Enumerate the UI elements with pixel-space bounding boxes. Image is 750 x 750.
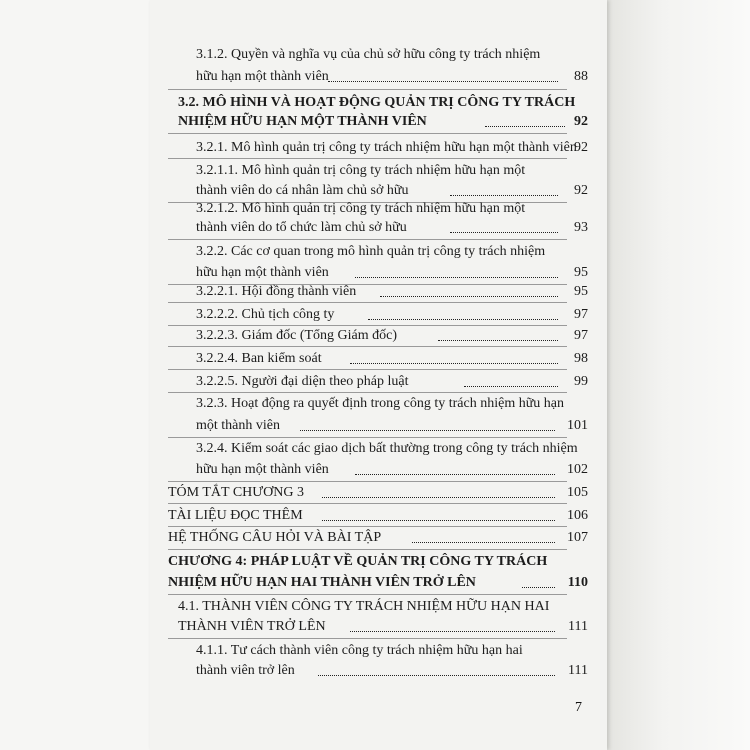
toc-page-number: 95 (574, 284, 588, 299)
toc-page-number: 107 (567, 530, 588, 545)
background-left (0, 0, 150, 750)
toc-entry-text: 3.2.2.1. Hội đồng thành viên (196, 284, 357, 299)
toc-entry-text: thành viên do cá nhân làm chủ sở hữu (196, 183, 409, 198)
toc-entry-text: NHIỆM HỮU HẠN MỘT THÀNH VIÊN (178, 114, 427, 129)
dot-leader (328, 67, 558, 82)
toc-entry-text: 3.2.1. Mô hình quản trị công ty trách nhiệm hữu hạn một thành viên (196, 140, 577, 155)
toc-page-number: 93 (574, 220, 588, 235)
toc-page-number: 102 (567, 462, 588, 477)
toc-page-number: 92 (574, 140, 588, 155)
dot-leader (350, 617, 555, 632)
toc-entry-text: 3.2.2.5. Người đại diện theo pháp luật (196, 374, 409, 389)
dot-leader (300, 416, 555, 431)
dot-leader (355, 460, 555, 475)
toc-entry-text: THÀNH VIÊN TRỞ LÊN (178, 619, 326, 634)
toc-entry-text: TÀI LIỆU ĐỌC THÊM (168, 508, 303, 523)
toc-page-number: 110 (567, 575, 588, 590)
toc-page-number: 106 (567, 508, 588, 523)
dot-leader (438, 326, 558, 341)
toc-page-number: 98 (574, 351, 588, 366)
divider (168, 302, 567, 303)
dot-leader (322, 483, 555, 498)
divider (168, 437, 567, 438)
divider (168, 549, 567, 550)
divider (168, 526, 567, 527)
toc-entry-text: HỆ THỐNG CÂU HỎI VÀ BÀI TẬP (168, 530, 382, 545)
divider (168, 503, 567, 504)
toc-entry-text: 3.2.2.3. Giám đốc (Tổng Giám đốc) (196, 328, 398, 343)
divider (168, 369, 567, 370)
toc-page (150, 0, 607, 750)
toc-entry-text: 3.2.1.2. Mô hình quản trị công ty trách nhiệm hữu hạn một (196, 201, 526, 216)
toc-page-number: 95 (574, 265, 588, 280)
toc-entry-text: hữu hạn một thành viên (196, 265, 329, 280)
toc-entry-text: 3.2.1.1. Mô hình quản trị công ty trách nhiệm hữu hạn một (196, 163, 526, 178)
toc-page-number: 97 (574, 328, 588, 343)
divider (168, 392, 567, 393)
toc-page-number: 99 (574, 374, 588, 389)
toc-page-number: 105 (567, 485, 588, 500)
dot-leader (464, 372, 558, 387)
dot-leader (522, 573, 555, 588)
toc-entry-text: 3.2.2.2. Chủ tịch công ty (196, 307, 335, 322)
divider (168, 133, 567, 134)
divider (168, 638, 567, 639)
divider (168, 481, 567, 482)
toc-entry-text: 3.2. MÔ HÌNH VÀ HOẠT ĐỘNG QUẢN TRỊ CÔNG TY TRÁCH (178, 95, 576, 110)
toc-entry-text: 3.2.2.4. Ban kiểm soát (196, 351, 322, 366)
dot-leader (350, 349, 558, 364)
toc-entry-text: 4.1. THÀNH VIÊN CÔNG TY TRÁCH NHIỆM HỮU HẠN HAI (178, 599, 550, 614)
toc-entry-text: thành viên do tổ chức làm chủ sở hữu (196, 220, 407, 235)
toc-page-number: 101 (567, 418, 588, 433)
toc-page-number: 88 (574, 69, 588, 84)
divider (168, 239, 567, 240)
toc-page-number: 97 (574, 307, 588, 322)
toc-entry-text: 4.1.1. Tư cách thành viên công ty trách nhiệm hữu hạn hai (196, 643, 523, 658)
dot-leader (450, 181, 558, 196)
toc-page-number: 92 (574, 183, 588, 198)
dot-leader (355, 263, 558, 278)
toc-page-number: 111 (568, 663, 588, 678)
toc-entry-text: 3.2.3. Hoạt động ra quyết định trong công ty trách nhiệm hữu hạn (196, 396, 565, 411)
toc-entry-text: 3.2.2. Các cơ quan trong mô hình quản trị công ty trách nhiệm (196, 244, 546, 259)
dot-leader (412, 528, 555, 543)
divider (168, 89, 567, 90)
facing-page-edge (605, 0, 750, 750)
toc-entry-text: NHIỆM HỮU HẠN HAI THÀNH VIÊN TRỞ LÊN (168, 575, 476, 590)
page-number: 7 (575, 700, 582, 715)
toc-entry-text: 3.2.4. Kiểm soát các giao dịch bất thường trong công ty trách nhiệm (196, 441, 578, 456)
dot-leader (380, 282, 558, 297)
divider (168, 158, 567, 159)
dot-leader (450, 218, 558, 233)
toc-page-number: 111 (568, 619, 588, 634)
toc-entry-text: TÓM TẮT CHƯƠNG 3 (168, 485, 304, 500)
toc-page-number: 92 (574, 114, 588, 129)
toc-entry-text: một thành viên (196, 418, 280, 433)
dot-leader (485, 112, 565, 127)
dot-leader (368, 305, 558, 320)
toc-entry-text: thành viên trở lên (196, 663, 295, 678)
toc-entry-text: 3.1.2. Quyền và nghĩa vụ của chủ sở hữu công ty trách nhiệm (196, 47, 541, 62)
toc-entry-text: CHƯƠNG 4: PHÁP LUẬT VỀ QUẢN TRỊ CÔNG TY TRÁCH (168, 554, 548, 569)
dot-leader (322, 506, 555, 521)
divider (168, 346, 567, 347)
toc-entry-text: hữu hạn một thành viên (196, 462, 329, 477)
divider (168, 594, 567, 595)
dot-leader (318, 661, 555, 676)
toc-entry-text: hữu hạn một thành viên (196, 69, 329, 84)
